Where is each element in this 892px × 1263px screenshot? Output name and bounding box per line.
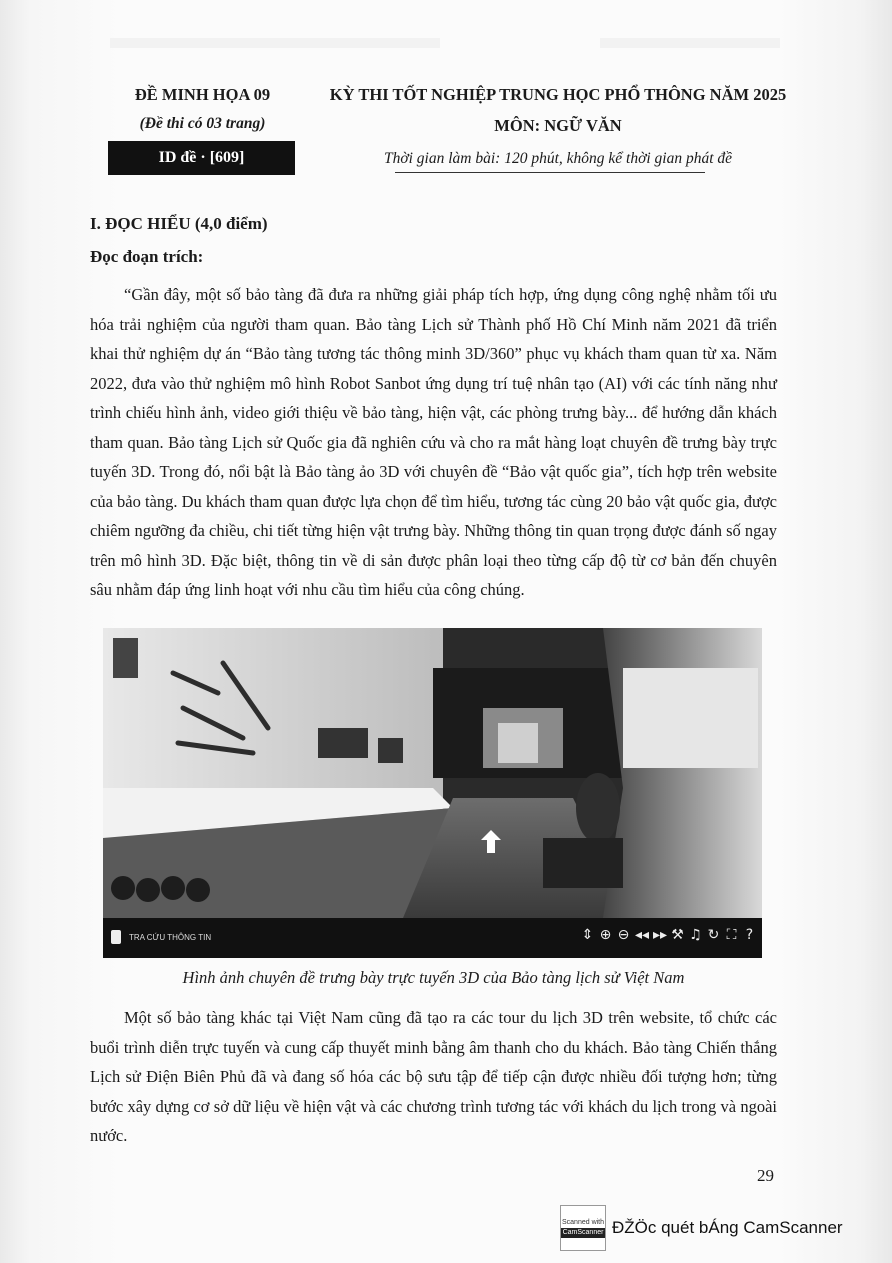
fullscreen-icon[interactable]: ⛶ xyxy=(726,927,737,943)
time-underline xyxy=(395,172,705,173)
exam-id-badge: ID đề · [609] xyxy=(108,141,295,175)
time-note: Thời gian làm bài: 120 phút, không kể thời gian phát đề xyxy=(383,150,733,167)
forward-icon[interactable]: ▸▸ xyxy=(653,927,668,943)
help-icon[interactable]: ? xyxy=(745,927,754,943)
exam-title: ĐỀ MINH HỌA 09 xyxy=(134,85,271,104)
header-left xyxy=(110,80,295,133)
info-lookup-button[interactable] xyxy=(111,930,211,944)
viewer-toolbar xyxy=(103,918,762,958)
bleed-through-mark xyxy=(110,38,440,48)
rotate-icon[interactable]: ↻ xyxy=(707,927,720,943)
info-lookup-label: TRA CỨU THÔNG TIN xyxy=(129,932,212,942)
header-right xyxy=(318,80,798,168)
camscanner-logo-line2: CamScanner xyxy=(562,1229,604,1236)
figure-caption: Hình ảnh chuyên đề trưng bày trực tuyến 3D của Bảo tàng lịch sử Việt Nam xyxy=(182,968,685,987)
page-number: 29 xyxy=(757,1166,774,1185)
reading-paragraph-1: “Gần đây, một số bảo tàng đã đưa ra những giải pháp tích hợp, ứng dụng công nghệ nhằm tối ưu hóa trải nghiệm của người tham quan. Bảo tàng Lịch sử Thành phố Hồ Chí Minh năm 2021 đã triển khai thử nghiệm dự án “Bảo tàng tương tác thông minh 3D/360” phục vụ khách tham quan từ xa. Năm 2022, đưa vào thử nghiệm mô hình Robot Sanbot ứng dụng trí tuệ nhân tạo (AI) với các tính năng như trình chiếu hình ảnh, video giới thiệu về bảo tàng, hiện vật, các phòng trưng bày... để hướng dẫn khách tham quan. Bảo tàng Lịch sử Quốc gia đã nghiên cứu và cho ra mắt hàng loạt chuyên đề trưng bày trực tuyến 3D. Trong đó, nổi bật là Bảo tàng ảo 3D với chuyên đề “Bảo vật quốc gia”, tích hợp trên website của bảo tàng. Du khách tham quan được lựa chọn để tìm hiểu, tương tác cùng 20 bảo vật quốc gia, được chiêm ngưỡng đa chiều, chi tiết từng hiện vật trưng bày. Những thông tin quan trọng được đánh số ngay trên mô hình 3D. Đặc biệt, thông tin về di sản được phân loại theo từng cấp độ từ cơ bản đến chuyên sâu nhằm đáp ứng linh hoạt với nhu cầu tìm hiểu của công chúng. xyxy=(90,285,777,599)
zoom-out-icon[interactable]: ⊖ xyxy=(617,927,630,943)
viewer-controls xyxy=(581,927,756,943)
reading-paragraph-2: Một số bảo tàng khác tại Việt Nam cũng đã tạo ra các tour du lịch 3D trên website, tổ chức các buổi trình diễn trực tuyến và cung cấp thuyết minh bằng âm thanh cho du khách. Bảo tàng Chiến thắng Lịch sử Điện Biên Phủ đã và đang số hóa các bộ sưu tập để tiếp cận được nhiều đối tượng hơn; từng bước xây dựng cơ sở dữ liệu về hiện vật và các chương trình tương tác với khách du lịch trong và ngoài nước. xyxy=(90,1008,777,1145)
section-subtitle: Đọc đoạn trích: xyxy=(90,247,204,266)
camscanner-logo-line1: Scanned with xyxy=(561,1219,605,1226)
bleed-through-mark xyxy=(600,38,780,48)
camscanner-text: ĐŽÖc quét bÁng CamScanner xyxy=(612,1218,843,1237)
page-count-note: (Đề thi có 03 trang) xyxy=(139,115,266,132)
subject-label: MÔN: NGỮ VĂN xyxy=(494,116,622,135)
zoom-in-icon[interactable]: ⊕ xyxy=(599,927,612,943)
camscanner-watermark xyxy=(560,1205,843,1251)
info-icon xyxy=(111,930,121,944)
camscanner-logo xyxy=(560,1205,606,1251)
museum-3d-screenshot xyxy=(103,628,762,958)
rewind-icon[interactable]: ◂◂ xyxy=(635,927,650,943)
section-title: I. ĐỌC HIỂU (4,0 điểm) xyxy=(90,214,268,233)
move-icon[interactable]: ⇕ xyxy=(581,927,594,943)
music-icon[interactable]: ♫ xyxy=(689,927,702,943)
museum-gallery-illustration xyxy=(103,628,762,918)
tool-icon[interactable]: ⚒ xyxy=(671,927,684,943)
exam-name: KỲ THI TỐT NGHIỆP TRUNG HỌC PHỔ THÔNG NĂM 2025 xyxy=(329,85,787,104)
